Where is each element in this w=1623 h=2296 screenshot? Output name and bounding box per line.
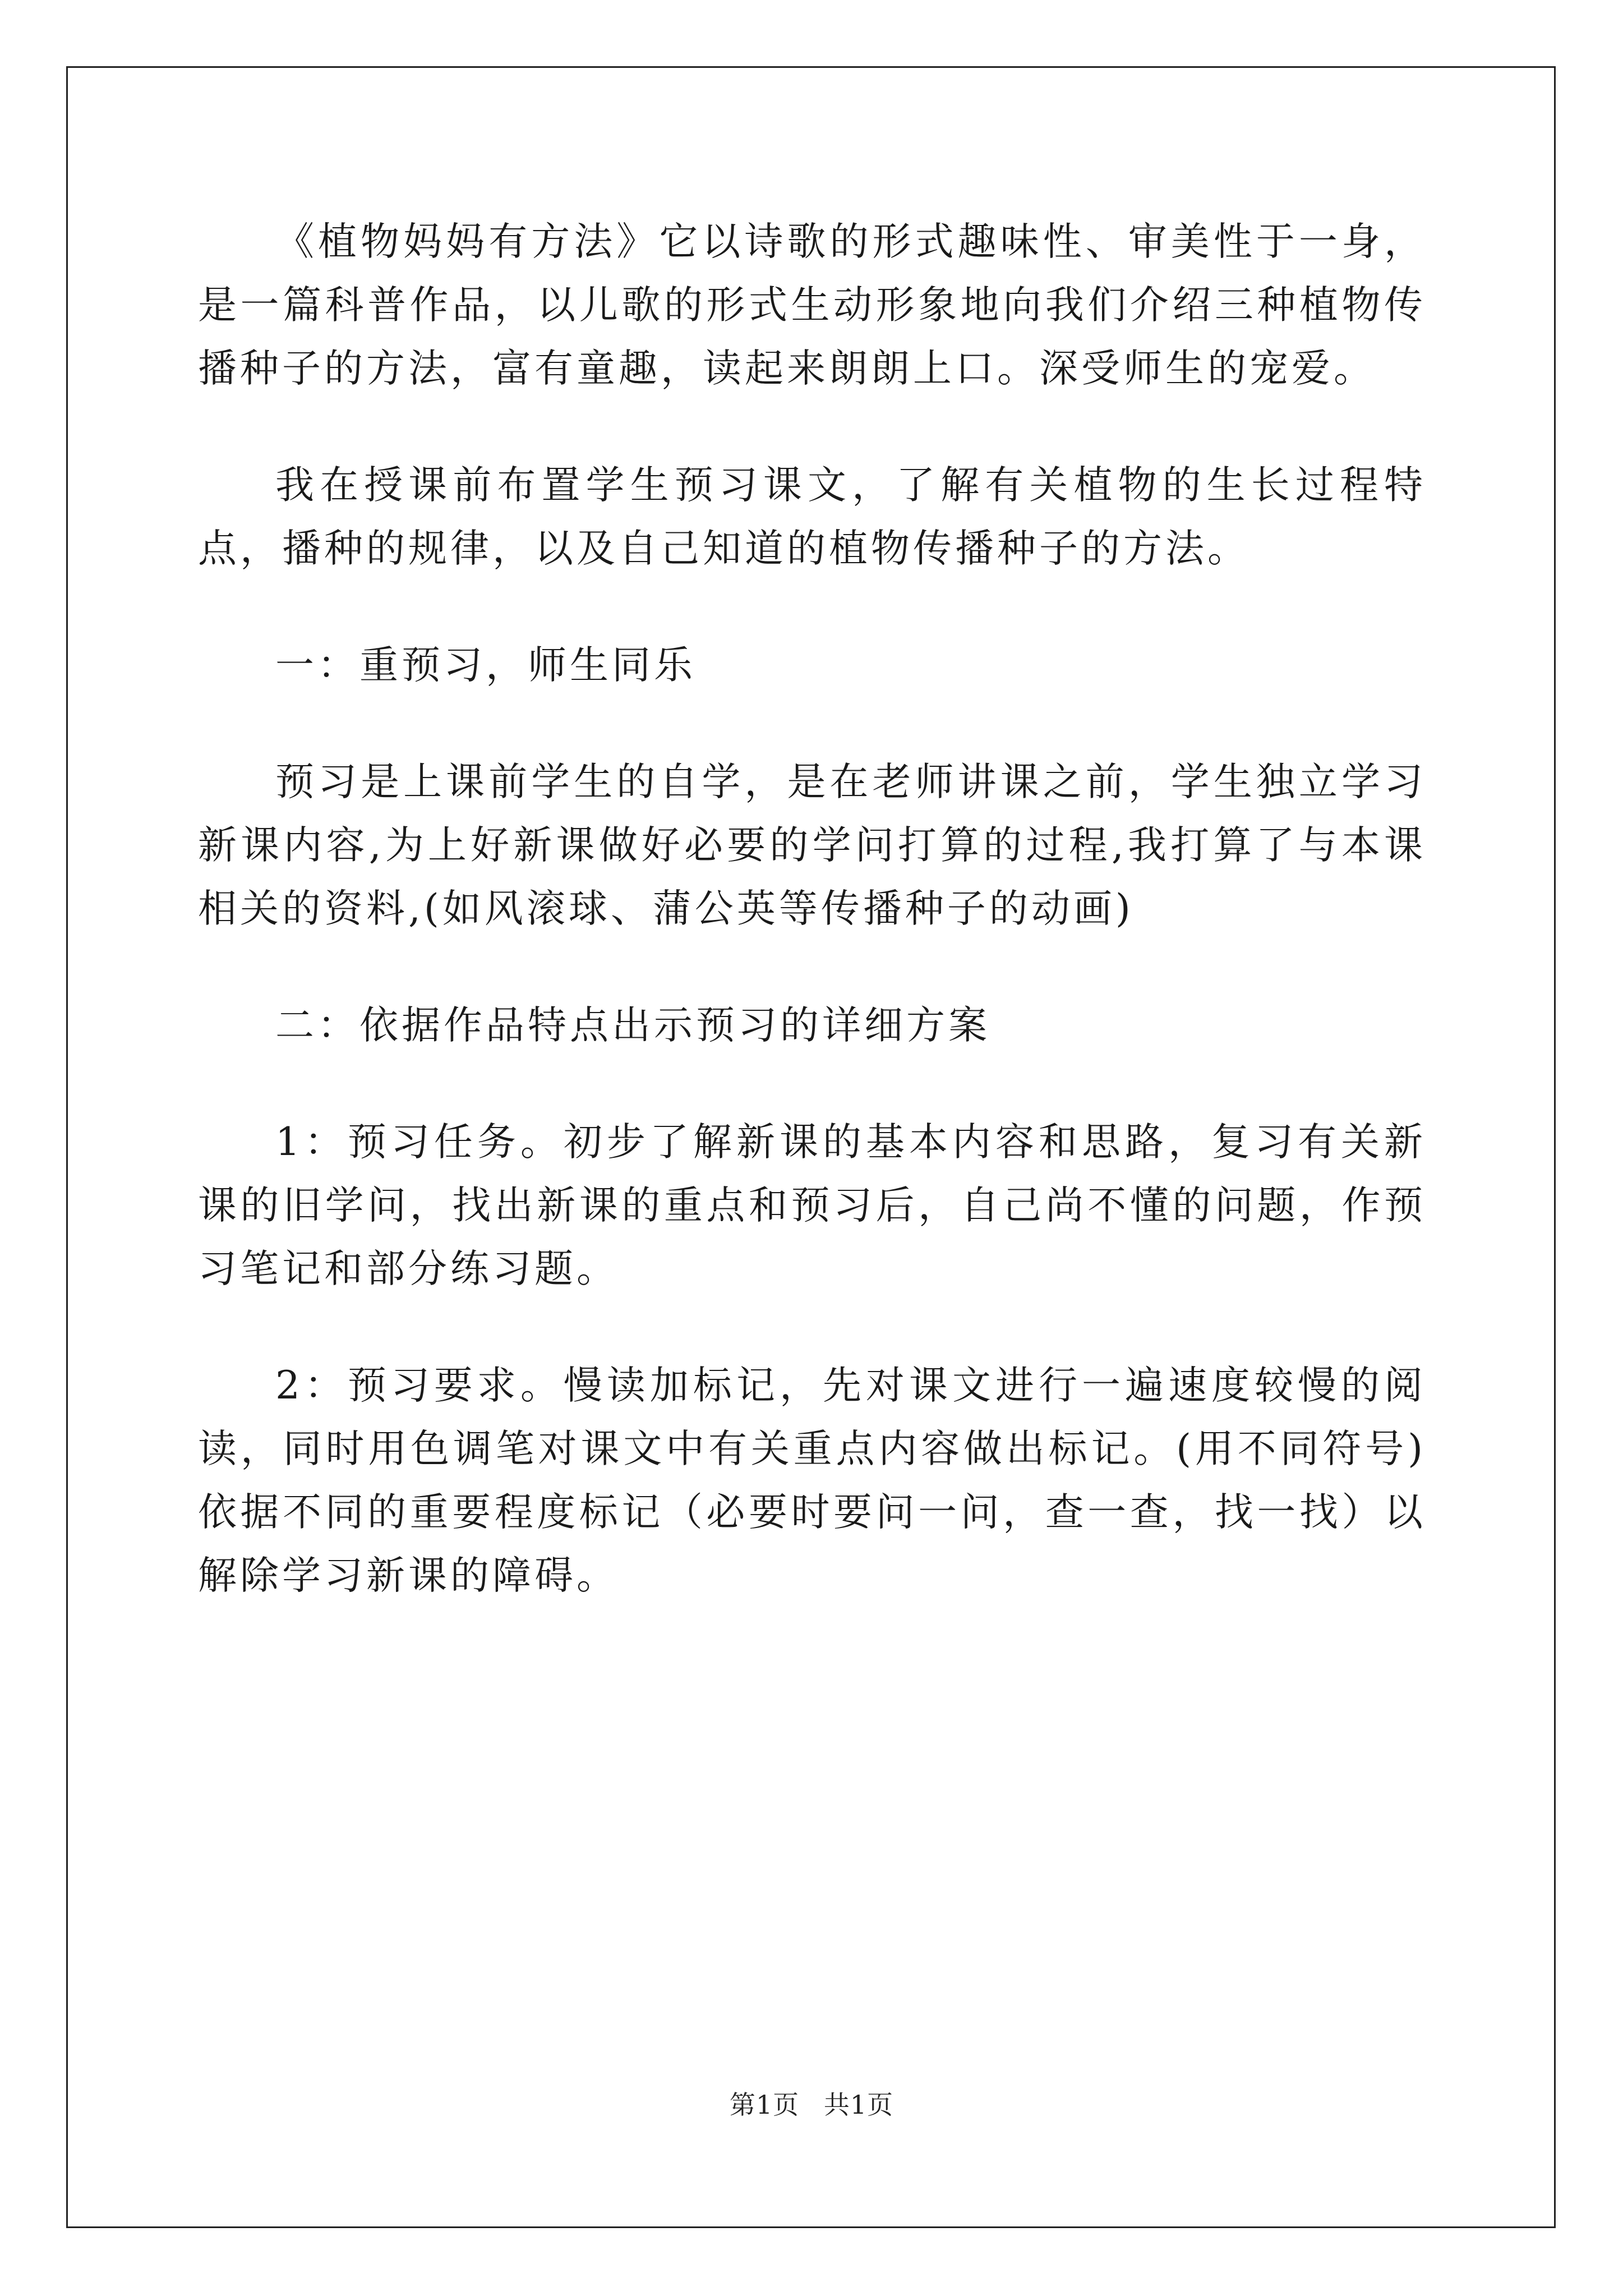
section-heading-2: 二：依据作品特点出示预习的详细方案 (275, 1003, 990, 1048)
paragraph-preview-task: 1：预习任务。初步了解新课的基本内容和思路，复习有关新课的旧学问，找出新课的重点和预习后，自己尚不懂的问题，作预习笔记和部分练习题。 (198, 1120, 1426, 1291)
page-total: 共1页 (823, 2090, 894, 2120)
paragraph-preview-definition: 预习是上课前学生的自学，是在老师讲课之前，学生独立学习新课内容,为上好新课做好必要的学问打算的过程,我打算了与本课相关的资料,(如风滚球、蒲公英等传播种子的动画) (198, 760, 1426, 931)
section-heading-1: 一：重预习，师生同乐 (275, 643, 696, 688)
paragraph-preview-requirement: 2：预习要求。慢读加标记，先对课文进行一遍速度较慢的阅读，同时用色调笔对课文中有关重点内容做出标记。(用不同符号)依据不同的重要程度标记（必要时要问一问，查一查，找一找）以解除学习新课的障碍。 (198, 1363, 1426, 1598)
document-body (198, 210, 1426, 1661)
paragraph-preparation: 我在授课前布置学生预习课文，了解有关植物的生长过程特点，播种的规律，以及自己知道的植物传播种子的方法。 (198, 463, 1426, 571)
page-number: 第1页 (729, 2090, 800, 2120)
page-footer (0, 2088, 1623, 2122)
paragraph-intro: 《植物妈妈有方法》它以诗歌的形式趣味性、审美性于一身，是一篇科普作品，以儿歌的形式生动形象地向我们介绍三种植物传播种子的方法，富有童趣，读起来朗朗上口。深受师生的宠爱。 (198, 219, 1426, 391)
